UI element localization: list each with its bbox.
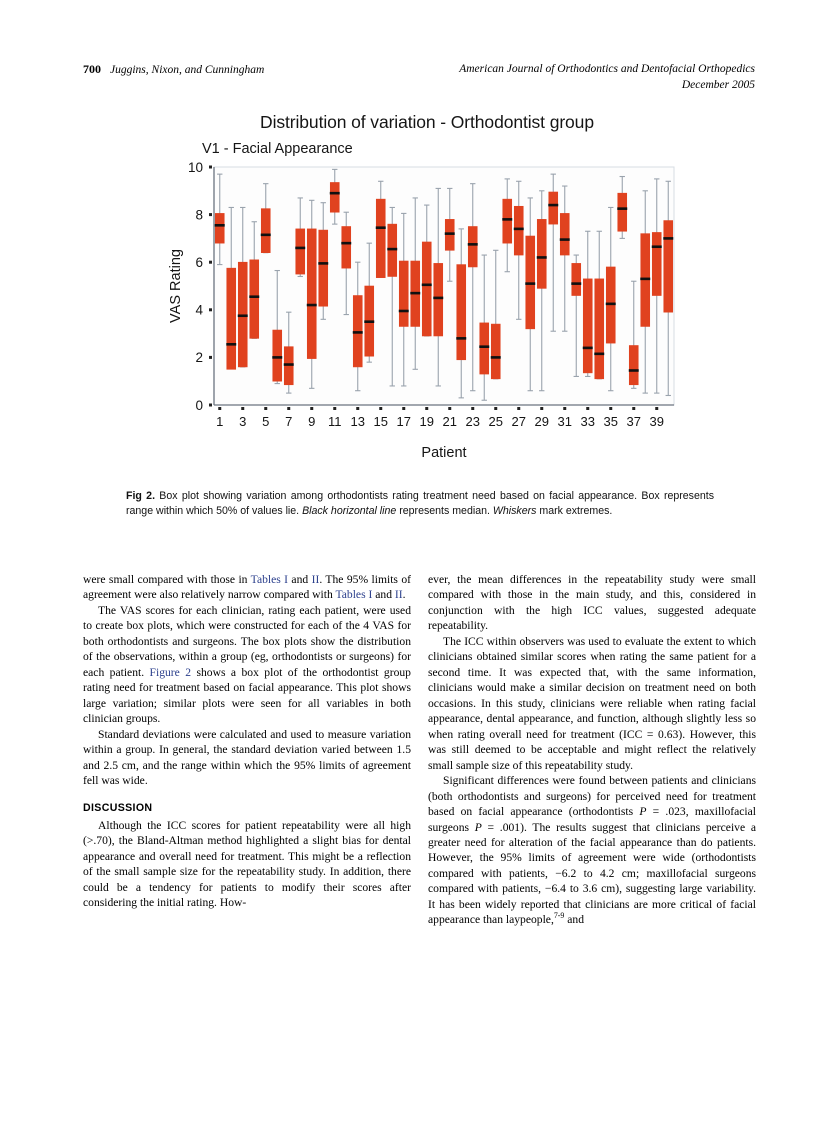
box-iqr[interactable] [583, 279, 592, 373]
box-iqr[interactable] [250, 260, 259, 339]
x-tick-mark [632, 407, 635, 410]
x-tick-mark [241, 407, 244, 410]
box-iqr[interactable] [319, 230, 328, 306]
y-tick-label: 10 [187, 159, 203, 175]
issue-date: December 2005 [681, 78, 755, 91]
box-iqr[interactable] [664, 221, 673, 313]
x-tick-label: 29 [534, 414, 549, 429]
x-tick-label: 5 [262, 414, 270, 429]
box-iqr[interactable] [296, 229, 305, 274]
body-paragraph [83, 572, 411, 603]
figure-caption-text-3: mark extremes. [536, 505, 613, 518]
box-iqr[interactable] [652, 232, 661, 295]
box-iqr[interactable] [503, 199, 512, 243]
box-iqr[interactable] [595, 279, 604, 379]
x-axis-title: Patient [421, 445, 467, 459]
text-run: . The 95% limits of agreement were also relatively narrow compared with [83, 573, 411, 602]
box-iqr[interactable] [422, 242, 431, 336]
text-run: and [372, 588, 395, 602]
figure-caption [126, 489, 714, 519]
body-paragraph [428, 773, 756, 928]
journal-name: American Journal of Orthodontics and Dentofacial Orthopedics [459, 63, 755, 75]
x-tick-mark [563, 407, 566, 410]
box-iqr[interactable] [376, 199, 385, 278]
text-run: = .001). The results suggest that clinicians perceive a greater need for alteration of the facial appearance than do patients. However, the 95% limits of agreement were wide (orthodontists compared with patients, −6.2 to 4.2 cm; maxillofacial surgeons compared with patients, −6.4 to 3.6 cm), suggesting large variability. It has been widely reported that clinicians are more critical of facial appearance than laypeople, [428, 820, 756, 927]
box-iqr[interactable] [537, 219, 546, 288]
y-tick-mark [209, 166, 212, 169]
body-paragraph [428, 572, 756, 634]
text-run: The ICC within observers was used to evaluate the extent to which clinicians obtained similar scores when rating the same patient for a second time. It was expected that, with the same information, clinicians would make a similar decision on treatment need on both occasions. In this study, clinicians were reliable when rating facial appearance, dental appearance, and function, although slightly less so when rating overall need for treatment (ICC = 0.63). However, this was still deemed to be acceptable and might reflect the relatively small sample size of this repeatability study. [428, 634, 756, 772]
y-tick-label: 6 [195, 255, 203, 270]
x-tick-label: 19 [419, 414, 434, 429]
y-tick-mark [209, 308, 212, 311]
figure-caption-label: Fig 2. [126, 490, 156, 502]
y-tick-mark [209, 213, 212, 216]
y-axis-title: VAS Rating [168, 249, 184, 323]
x-tick-mark [287, 407, 290, 410]
text-run: = .023, maxillofacial surgeons [428, 805, 756, 834]
text-run: and [288, 573, 312, 586]
body-paragraph [83, 818, 411, 911]
x-tick-mark [379, 407, 382, 410]
x-tick-label: 17 [396, 414, 411, 429]
x-tick-mark [586, 407, 589, 410]
x-tick-label: 3 [239, 414, 247, 429]
y-tick-mark [209, 261, 212, 264]
x-tick-mark [471, 407, 474, 410]
box-iqr[interactable] [273, 330, 282, 381]
x-tick-label: 7 [285, 414, 293, 429]
text-run: were small compared with those in [83, 573, 251, 586]
running-head-right [459, 62, 755, 93]
x-tick-mark [264, 407, 267, 410]
figure-caption-text-2: represents median. [396, 505, 493, 518]
box-iqr[interactable] [514, 206, 523, 255]
body-column-left [83, 572, 411, 911]
x-tick-mark [540, 407, 543, 410]
y-tick-mark [209, 356, 212, 359]
x-tick-label: 15 [373, 414, 388, 429]
body-paragraph [83, 727, 411, 789]
x-tick-label: 13 [350, 414, 365, 429]
page-number: 700 [83, 62, 101, 76]
text-run: Standard deviations were calculated and used to measure variation within a group. In general, the standard deviation varied between 1.5 and 2.5 cm, and the range within which the 95% limits of agreement fell was wide. [83, 727, 411, 788]
x-tick-label: 27 [511, 414, 526, 429]
box-iqr[interactable] [491, 324, 500, 379]
x-tick-label: 1 [216, 414, 224, 429]
box-iqr[interactable] [560, 213, 569, 255]
x-tick-label: 37 [626, 414, 641, 429]
cross-reference-link[interactable]: Figure 2 [149, 665, 192, 679]
running-head [83, 62, 755, 93]
text-run: The VAS scores for each clinician, rating each patient, were used to create box plots, which were constructed for each of the 4 VAS for both orthodontists and surgeons. The box plots show the distribution of the observations, within a group (eg, orthodontists or surgeons) for each patient. [83, 603, 411, 679]
x-tick-label: 11 [328, 414, 342, 429]
x-tick-label: 35 [603, 414, 618, 429]
x-tick-mark [218, 407, 221, 410]
x-tick-mark [609, 407, 612, 410]
emphasis-text: P [639, 805, 647, 819]
cross-reference-link[interactable]: II [394, 588, 403, 602]
text-run: shows a box plot of the orthodontist group rating need for treatment based on facial appearance. This plot shows large variation; similar plots were seen for all variables in both clinician groups. [83, 665, 411, 726]
body-paragraph [428, 634, 756, 773]
box-iqr[interactable] [215, 213, 224, 243]
box-iqr[interactable] [629, 346, 638, 385]
box-iqr[interactable] [480, 323, 489, 374]
x-tick-label: 21 [442, 414, 457, 429]
x-tick-mark [655, 407, 658, 410]
box-plot [166, 159, 682, 459]
box-iqr[interactable] [261, 209, 270, 253]
box-iqr[interactable] [330, 182, 339, 212]
body-paragraph [83, 603, 411, 727]
y-tick-label: 8 [195, 207, 203, 223]
box-iqr[interactable] [468, 227, 477, 267]
text-run: ever, the mean differences in the repeatability study were small compared with those in the main study, and this, considered in conjunction with the high ICC values, suggested adequate repeatability. [428, 573, 756, 633]
box-iqr[interactable] [342, 227, 351, 269]
box-iqr[interactable] [227, 268, 236, 369]
x-tick-label: 39 [649, 414, 664, 429]
chart-subtitle: V1 - Facial Appearance [202, 141, 353, 157]
y-tick-mark [209, 404, 212, 407]
x-tick-mark [448, 407, 451, 410]
chart-title: Distribution of variation - Orthodontist group [260, 112, 594, 132]
box-iqr[interactable] [399, 261, 408, 326]
text-run: Although the ICC scores for patient repeatability were all high (>.70), the Bland-Altman method highlighted a slight bias for dental appearance and overall need for treatment. This might be a reflection of the small sample size for the repeatability study. In addition, there could be a tendency for patients to modify their scores after considering the initial rating. How- [83, 818, 411, 910]
cross-reference-link[interactable]: Tables I [250, 573, 289, 586]
emphasis-text: P [474, 820, 482, 834]
figure-caption-text-1: Box plot showing variation among orthodontists rating treatment need based on facial appearance. Box represents range within which 50% of values lie. [126, 490, 715, 518]
x-tick-mark [333, 407, 336, 410]
x-tick-mark [494, 407, 497, 410]
text-run: . [402, 588, 406, 602]
y-tick-label: 4 [195, 302, 203, 318]
plot-frame [214, 167, 674, 405]
figure-caption-em-2: Whiskers [492, 505, 537, 518]
figure-2 [166, 112, 682, 487]
reference-superscript[interactable]: 7-9 [553, 911, 565, 921]
running-head-authors: Juggins, Nixon, and Cunningham [110, 64, 265, 76]
x-tick-mark [402, 407, 405, 410]
box-iqr[interactable] [434, 263, 443, 336]
box-iqr[interactable] [549, 192, 558, 224]
y-tick-label: 2 [195, 350, 203, 366]
cross-reference-link[interactable]: II [311, 573, 320, 586]
x-tick-mark [310, 407, 313, 410]
y-tick-label: 0 [195, 397, 203, 413]
body-column-right [428, 572, 756, 928]
x-tick-label: 31 [557, 414, 572, 429]
x-tick-label: 25 [488, 414, 503, 429]
box-iqr[interactable] [572, 263, 581, 295]
running-head-left [83, 62, 264, 77]
box-plot-svg [166, 159, 682, 459]
section-heading: DISCUSSION [83, 801, 153, 814]
figure-caption-em-1: Black horizontal line [302, 505, 397, 518]
x-tick-label: 23 [465, 414, 480, 429]
x-tick-mark [517, 407, 520, 410]
x-tick-label: 33 [580, 414, 595, 429]
box-iqr[interactable] [307, 229, 316, 359]
x-tick-mark [425, 407, 428, 410]
box-iqr[interactable] [457, 265, 466, 360]
text-run: Significant differences were found between patients and clinicians (both orthodontists and surgeons) for perceived need for treatment based on facial appearance (orthodontists [428, 774, 756, 819]
text-run: and [564, 913, 584, 927]
x-tick-label: 9 [308, 414, 316, 429]
cross-reference-link[interactable]: Tables I [335, 588, 373, 602]
box-iqr[interactable] [618, 193, 627, 231]
x-tick-mark [356, 407, 359, 410]
